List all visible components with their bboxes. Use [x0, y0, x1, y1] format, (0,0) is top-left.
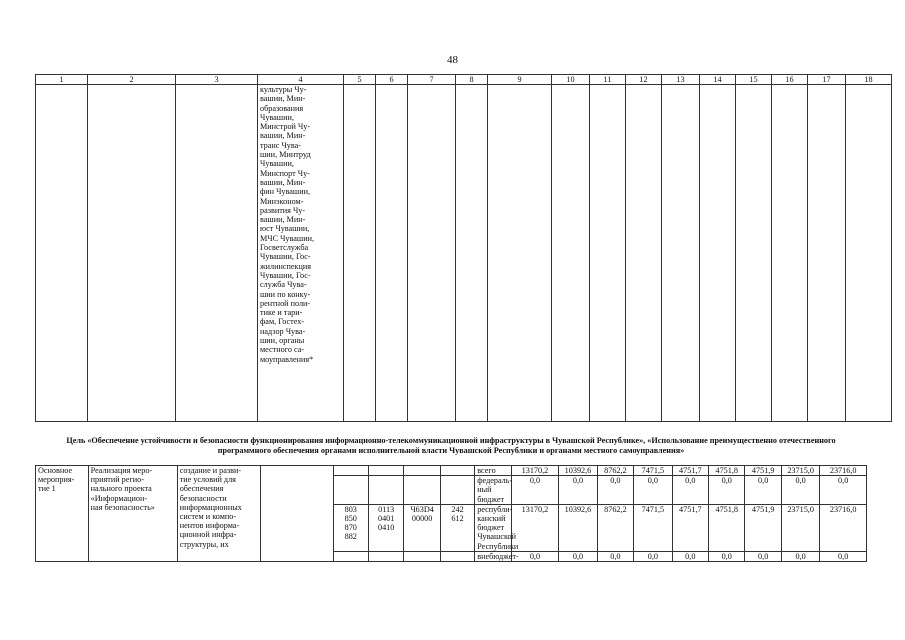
table-cell: 13170,2 [511, 466, 559, 476]
table-cell: 0,0 [709, 551, 745, 561]
table-cell: 0,0 [597, 551, 633, 561]
csr-codes: Ч63D4 00000 [404, 504, 440, 551]
table-cell: 0,0 [745, 476, 781, 505]
table-cell: 4751,9 [745, 504, 781, 551]
column-number: 4 [258, 75, 344, 85]
rzpr-codes: 0113 0401 0410 [368, 504, 403, 551]
continuation-row [36, 85, 892, 422]
column-number-row [36, 75, 892, 85]
column-number: 8 [456, 75, 488, 85]
funding-source: всего [475, 466, 511, 476]
table-cell: 0,0 [511, 476, 559, 505]
table-cell: 4751,8 [709, 504, 745, 551]
table-cell: 0,0 [597, 476, 633, 505]
funding-source: федераль- ный бюджет [475, 476, 511, 505]
grbs-codes: 803 850 870 882 [333, 504, 368, 551]
table-cell: 0,0 [672, 551, 708, 561]
column-number: 1 [36, 75, 88, 85]
table-cell: 8762,2 [597, 466, 633, 476]
responsible-executors: культуры Чу- вашии, Мин- образования Чувашии, Минстрой Чу- вашии, Мин- транс Чува- шии, Минтруд Чувашии, Минспорт Чу- вашии, Мин- фин Чувашии, Минэконом- развития Чу- вашии, Мин- юст Чувашии, МЧС Чувашии, Госветслужба Чувашии, Гос- жилинспекция Чувашии, Гос- служба Чува- шии по конку- рентной поли- тике и тари- фам, Гостех- надзор Чува- шии, органы местного са- моуправления* [258, 85, 344, 422]
column-number: 15 [736, 75, 772, 85]
table-cell: 7471,5 [634, 504, 672, 551]
funding-source: республи- канский бюджет Чувашской Республики [475, 504, 511, 551]
table-cell: 23715,0 [781, 504, 819, 551]
table-cell: 10392,6 [559, 504, 597, 551]
vr-codes: 242 612 [440, 504, 474, 551]
column-number: 6 [376, 75, 408, 85]
table-cell: 0,0 [511, 551, 559, 561]
event-executor [260, 466, 333, 562]
column-number: 10 [552, 75, 590, 85]
column-number: 3 [176, 75, 258, 85]
table-cell: 8762,2 [597, 504, 633, 551]
goal-heading: Цель «Обеспечение устойчивости и безопасности функционирования информационно-телекоммуникационной инфраструктуры в Чувашской Республике», «Использование преимущественно отечественного программного обеспечения органами исполнительной власти Чувашской Республики и органами местного самоуправления» [66, 436, 836, 455]
table-continuation [35, 74, 892, 422]
column-number: 7 [408, 75, 456, 85]
table-cell: 0,0 [820, 551, 867, 561]
table-cell: 4751,7 [672, 504, 708, 551]
table-cell: 0,0 [634, 476, 672, 505]
column-number: 17 [808, 75, 846, 85]
column-number: 5 [344, 75, 376, 85]
table-cell: 0,0 [559, 476, 597, 505]
event-label: Основное мероприя- тие 1 [36, 466, 89, 562]
table-cell: 0,0 [781, 551, 819, 561]
table-cell: 0,0 [781, 476, 819, 505]
table-cell: 0,0 [672, 476, 708, 505]
page-number: 48 [447, 54, 458, 66]
table-cell: 23716,0 [820, 466, 867, 476]
table-cell: 0,0 [559, 551, 597, 561]
table-cell: 0,0 [709, 476, 745, 505]
column-number: 16 [772, 75, 808, 85]
column-number: 9 [488, 75, 552, 85]
column-number: 12 [626, 75, 662, 85]
funding-source: внебюджет- [475, 551, 511, 561]
table-cell: 23715,0 [781, 466, 819, 476]
table-cell: 4751,9 [745, 466, 781, 476]
table-cell: 4751,8 [709, 466, 745, 476]
table-cell: 0,0 [820, 476, 867, 505]
table-main-event [35, 465, 867, 562]
table-cell: 10392,6 [559, 466, 597, 476]
table-cell: 7471,5 [634, 466, 672, 476]
table-cell: 4751,7 [672, 466, 708, 476]
event-name: Реализация меро- приятий регио- нального проекта «Информацион- ная безопасность» [88, 466, 177, 562]
column-number: 11 [590, 75, 626, 85]
table-cell: 23716,0 [820, 504, 867, 551]
table-cell: 0,0 [634, 551, 672, 561]
table-cell: 13170,2 [511, 504, 559, 551]
column-number: 2 [88, 75, 176, 85]
column-number: 14 [700, 75, 736, 85]
column-number: 13 [662, 75, 700, 85]
column-number: 18 [846, 75, 892, 85]
table-cell: 0,0 [745, 551, 781, 561]
table-row [36, 466, 867, 476]
event-objective: создание и разви- тие условий для обеспечения безопасности информационных систем и компо- нентов информа- ционной инфра- структуры, их [177, 466, 260, 562]
